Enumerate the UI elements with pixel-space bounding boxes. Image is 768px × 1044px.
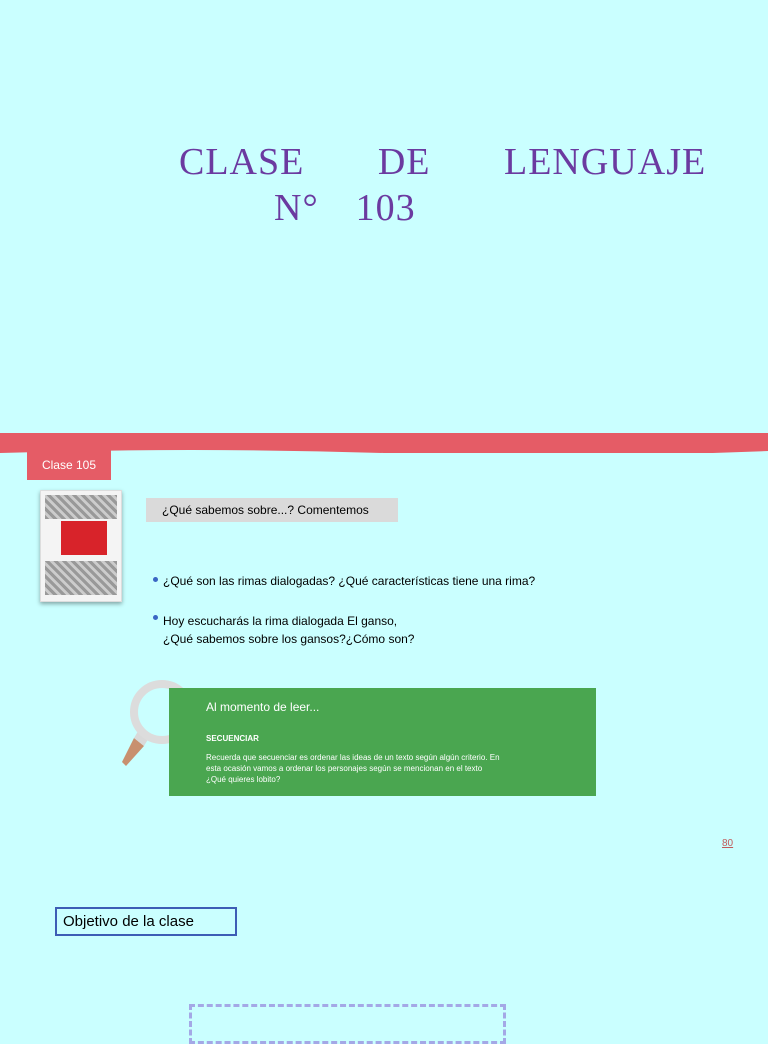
bullet-dot-icon: [153, 577, 158, 582]
bullet-item: [163, 612, 414, 648]
reading-tip-line: ¿Qué quieres lobito?: [206, 775, 281, 784]
reading-tip-title: Al momento de leer...: [206, 700, 320, 714]
reading-tip-subtitle: SECUENCIAR: [206, 734, 259, 743]
bullet-text: ¿Qué son las rimas dialogadas? ¿Qué características tiene una rima?: [163, 574, 536, 588]
book-photo-bottom: [45, 561, 117, 595]
objective-text-box[interactable]: [189, 1004, 506, 1044]
bullet-text: ¿Qué sabemos sobre los gansos?¿Cómo son?: [163, 632, 415, 646]
question-header: ¿Qué sabemos sobre...? Comentemos: [146, 498, 398, 522]
book-cover-image: [40, 490, 122, 602]
title-line-2: N° 103: [274, 187, 416, 229]
reading-tip-box: [169, 688, 596, 796]
page-number-link[interactable]: 80: [722, 838, 734, 849]
reading-tip-line: esta ocasión vamos a ordenar los personajes según se mencionan en el texto: [206, 764, 483, 773]
bullet-text: Hoy escucharás la rima dialogada El ganso,: [163, 614, 398, 628]
bullet-dot-icon: [153, 615, 158, 620]
lesson-tab: Clase 105: [27, 450, 111, 480]
reading-tip-line: Recuerda que secuenciar es ordenar las ideas de un texto según algún criterio. En: [206, 753, 500, 762]
band-wave: [0, 445, 768, 465]
reading-tip-text: [206, 752, 566, 785]
objective-label: Objetivo de la clase: [55, 907, 237, 936]
book-title-block: [61, 521, 107, 555]
bullet-item: [163, 572, 535, 590]
book-photo-top: [45, 495, 117, 519]
title-line-1: CLASE DE LENGUAJE: [179, 141, 707, 183]
red-header-band: [0, 433, 768, 453]
